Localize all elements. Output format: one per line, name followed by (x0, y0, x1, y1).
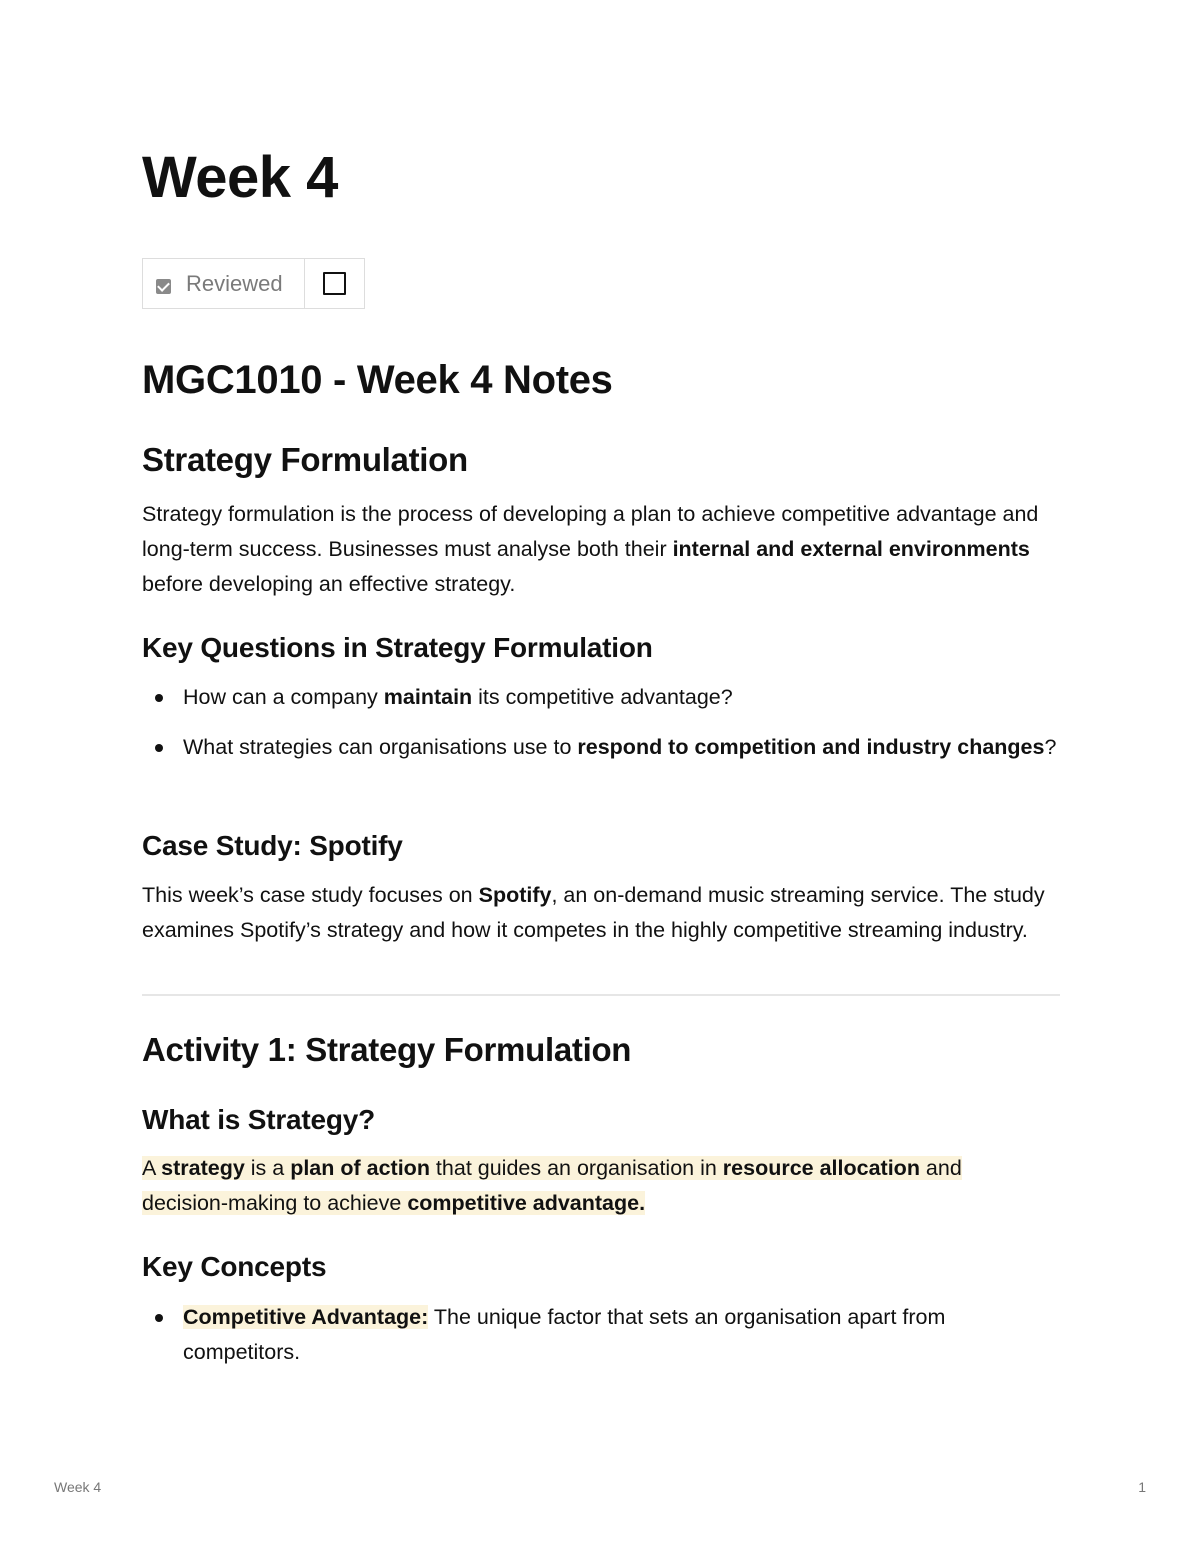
bold-text: maintain (383, 685, 473, 709)
text-run: and decision-making to achieve (142, 1156, 962, 1215)
bold-text: strategy (161, 1156, 245, 1180)
list-item (142, 680, 1060, 715)
strategy-formulation-paragraph (142, 497, 1060, 602)
text-run: How can a company (183, 685, 384, 709)
property-row (142, 258, 365, 309)
text-run: A (142, 1156, 162, 1180)
text-run: , an on-demand music streaming service. The study examines Spotify’s strategy and how it competes in the highly competitive streaming industry. (142, 883, 1045, 942)
list-item (142, 1300, 1060, 1370)
property-value-cell[interactable] (305, 259, 364, 308)
text-run: its competitive advantage? (472, 685, 733, 709)
bold-text: internal and external environments (672, 537, 1030, 561)
page-title: Week 4 (142, 145, 338, 210)
text-run: that guides an organisation in (429, 1156, 723, 1180)
main-heading: MGC1010 - Week 4 Notes (142, 358, 613, 402)
bold-text: resource allocation (722, 1156, 920, 1180)
text-run: ? (1044, 735, 1057, 759)
bold-text: Spotify (478, 883, 552, 907)
property-name-cell (143, 259, 305, 308)
text-run: is a (244, 1156, 291, 1180)
key-questions-list (142, 680, 1060, 765)
strategy-definition-paragraph (142, 1151, 1038, 1221)
key-concepts-list (142, 1300, 1060, 1370)
footer-page-number: 1 (1138, 1479, 1146, 1495)
section-heading-activity-1: Activity 1: Strategy Formulation (142, 1031, 632, 1068)
checkbox-property-icon (156, 279, 171, 294)
text-run: What strategies can organisations use to (183, 735, 578, 759)
property-name: Reviewed (186, 270, 283, 296)
text-run: The unique factor that sets an organisation apart from competitors. (183, 1305, 946, 1364)
bold-text: respond to competition and industry changes (577, 735, 1045, 759)
case-study-paragraph (142, 878, 1060, 948)
list-item (142, 730, 1060, 765)
bold-text: competitive advantage. (407, 1191, 646, 1215)
subheading-what-is-strategy: What is Strategy? (142, 1104, 376, 1135)
text-run: before developing an effective strategy. (142, 572, 516, 596)
divider (142, 994, 1060, 996)
highlighted-term: Competitive Advantage: (183, 1305, 429, 1329)
section-heading-strategy-formulation: Strategy Formulation (142, 441, 468, 478)
text-run: Strategy formulation is the process of developing a plan to achieve competitive advantage and long-term success. Businesses must analyse both their (142, 502, 1039, 561)
bold-text: plan of action (290, 1156, 430, 1180)
footer-page-title: Week 4 (54, 1479, 102, 1495)
subheading-case-study: Case Study: Spotify (142, 830, 403, 861)
text-run: This week’s case study focuses on (142, 883, 479, 907)
subheading-key-concepts: Key Concepts (142, 1251, 327, 1282)
highlighted-definition (142, 1156, 962, 1215)
reviewed-checkbox[interactable] (323, 272, 346, 295)
subheading-key-questions: Key Questions in Strategy Formulation (142, 632, 653, 663)
